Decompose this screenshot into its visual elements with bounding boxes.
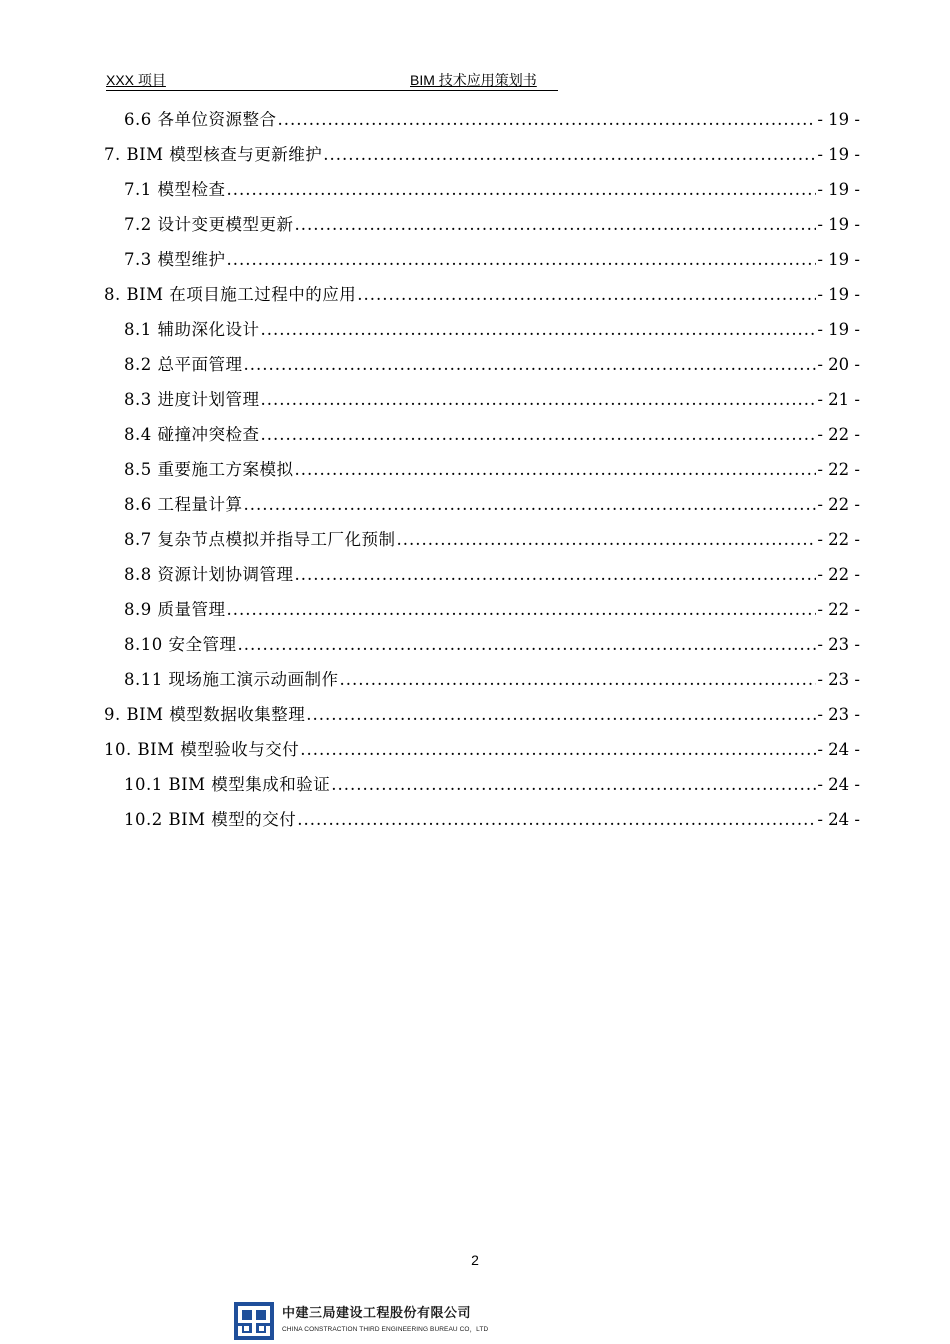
toc-entry-label: 8.5 重要施工方案模拟 — [124, 460, 294, 479]
toc-leader-dots — [227, 592, 817, 627]
toc-entry-label: 8.6 工程量计算 — [124, 495, 243, 514]
toc-entry[interactable] — [104, 592, 860, 627]
toc-entry-label: 8.9 质量管理 — [124, 600, 226, 619]
toc-entry[interactable] — [104, 242, 860, 277]
toc-entry[interactable] — [104, 172, 860, 207]
toc-entry-page: - 24 - — [817, 810, 860, 829]
toc-entry-label: 8.3 进度计划管理 — [124, 390, 260, 409]
toc-leader-dots — [244, 487, 817, 522]
toc-entry-label: 7.3 模型维护 — [124, 250, 226, 269]
toc-entry-page: - 23 - — [817, 705, 860, 724]
toc-entry-page: - 22 - — [817, 495, 860, 514]
toc-entry[interactable] — [104, 627, 860, 662]
toc-entry-page: - 19 - — [817, 145, 860, 164]
toc-entry-page: - 23 - — [817, 635, 860, 654]
toc-leader-dots — [227, 242, 817, 277]
toc-leader-dots — [295, 207, 817, 242]
toc-entry-label: 10.2 BIM 模型的交付 — [124, 810, 297, 829]
toc-entry[interactable] — [104, 802, 860, 837]
toc-entry-page: - 22 - — [817, 600, 860, 619]
toc-leader-dots — [261, 382, 817, 417]
toc-entry-label: 10. BIM 模型验收与交付 — [104, 740, 300, 759]
toc-entry-label: 8. BIM 在项目施工过程中的应用 — [104, 285, 357, 304]
toc-entry-page: - 19 - — [817, 180, 860, 199]
toc-leader-dots — [295, 452, 817, 487]
toc-leader-dots — [331, 767, 816, 802]
toc-entry-page: - 22 - — [817, 460, 860, 479]
toc-entry-label: 8.8 资源计划协调管理 — [124, 565, 294, 584]
toc-entry-page: - 24 - — [817, 740, 860, 759]
toc-entry-label: 10.1 BIM 模型集成和验证 — [124, 775, 331, 794]
toc-leader-dots — [237, 627, 816, 662]
toc-entry[interactable] — [104, 697, 860, 732]
toc-leader-dots — [295, 557, 817, 592]
toc-leader-dots — [397, 522, 817, 557]
toc-leader-dots — [261, 312, 817, 347]
toc-leader-dots — [227, 172, 817, 207]
toc-entry[interactable] — [104, 487, 860, 522]
toc-entry-label: 7.2 设计变更模型更新 — [124, 215, 294, 234]
header-project-name: XXX 项目 — [106, 72, 166, 88]
toc-leader-dots — [357, 277, 816, 312]
toc-entry-label: 8.2 总平面管理 — [124, 355, 243, 374]
toc-entry[interactable] — [104, 732, 860, 767]
toc-entry-page: - 22 - — [817, 565, 860, 584]
company-logo-icon — [234, 1302, 274, 1340]
toc-entry-label: 8.4 碰撞冲突检查 — [124, 425, 260, 444]
toc-entry[interactable] — [104, 662, 860, 697]
toc-leader-dots — [300, 732, 816, 767]
toc-entry[interactable] — [104, 767, 860, 802]
toc-entry[interactable] — [104, 452, 860, 487]
toc-entry-page: - 19 - — [817, 250, 860, 269]
toc-entry[interactable] — [104, 277, 860, 312]
toc-entry-label: 9. BIM 模型数据收集整理 — [104, 705, 306, 724]
toc-entry-page: - 19 - — [817, 215, 860, 234]
toc-entry-label: 8.7 复杂节点模拟并指导工厂化预制 — [124, 530, 396, 549]
toc-leader-dots — [278, 102, 817, 137]
toc-entry[interactable] — [104, 207, 860, 242]
toc-entry[interactable] — [104, 382, 860, 417]
toc-entry-label: 6.6 各单位资源整合 — [124, 110, 277, 129]
toc-entry[interactable] — [104, 137, 860, 172]
toc-entry-label: 8.1 辅助深化设计 — [124, 320, 260, 339]
header-document-title: BIM 技术应用策划书 — [410, 72, 537, 88]
toc-entry[interactable] — [104, 522, 860, 557]
toc-entry[interactable] — [104, 102, 860, 137]
toc-leader-dots — [261, 417, 817, 452]
page-number: 2 — [471, 1252, 479, 1268]
toc-leader-dots — [306, 697, 816, 732]
toc-entry-page: - 19 - — [817, 285, 860, 304]
toc-entry-page: - 24 - — [817, 775, 860, 794]
toc-entry-page: - 22 - — [817, 425, 860, 444]
toc-entry-label: 8.10 安全管理 — [124, 635, 237, 654]
toc-entry[interactable] — [104, 312, 860, 347]
toc-entry-label: 7. BIM 模型核查与更新维护 — [104, 145, 323, 164]
toc-leader-dots — [339, 662, 816, 697]
toc-entry-page: - 20 - — [817, 355, 860, 374]
toc-leader-dots — [297, 802, 816, 837]
toc-entry-page: - 21 - — [817, 390, 860, 409]
toc-entry[interactable] — [104, 557, 860, 592]
table-of-contents — [104, 102, 860, 837]
page-header — [106, 70, 558, 91]
toc-entry-label: 8.11 现场施工演示动画制作 — [124, 670, 339, 689]
toc-entry-page: - 22 - — [817, 530, 860, 549]
toc-entry-page: - 23 - — [817, 670, 860, 689]
toc-leader-dots — [323, 137, 816, 172]
company-name-en: CHINA CONSTRACTION THIRD ENGINEERING BUREAU CO，LTD — [282, 1326, 489, 1333]
toc-entry-page: - 19 - — [817, 110, 860, 129]
toc-entry-label: 7.1 模型检查 — [124, 180, 226, 199]
toc-leader-dots — [244, 347, 817, 382]
toc-entry[interactable] — [104, 347, 860, 382]
toc-entry-page: - 19 - — [817, 320, 860, 339]
company-name-cn: 中建三局建设工程股份有限公司 — [282, 1306, 472, 1321]
footer-company-logo — [234, 1300, 534, 1340]
toc-entry[interactable] — [104, 417, 860, 452]
